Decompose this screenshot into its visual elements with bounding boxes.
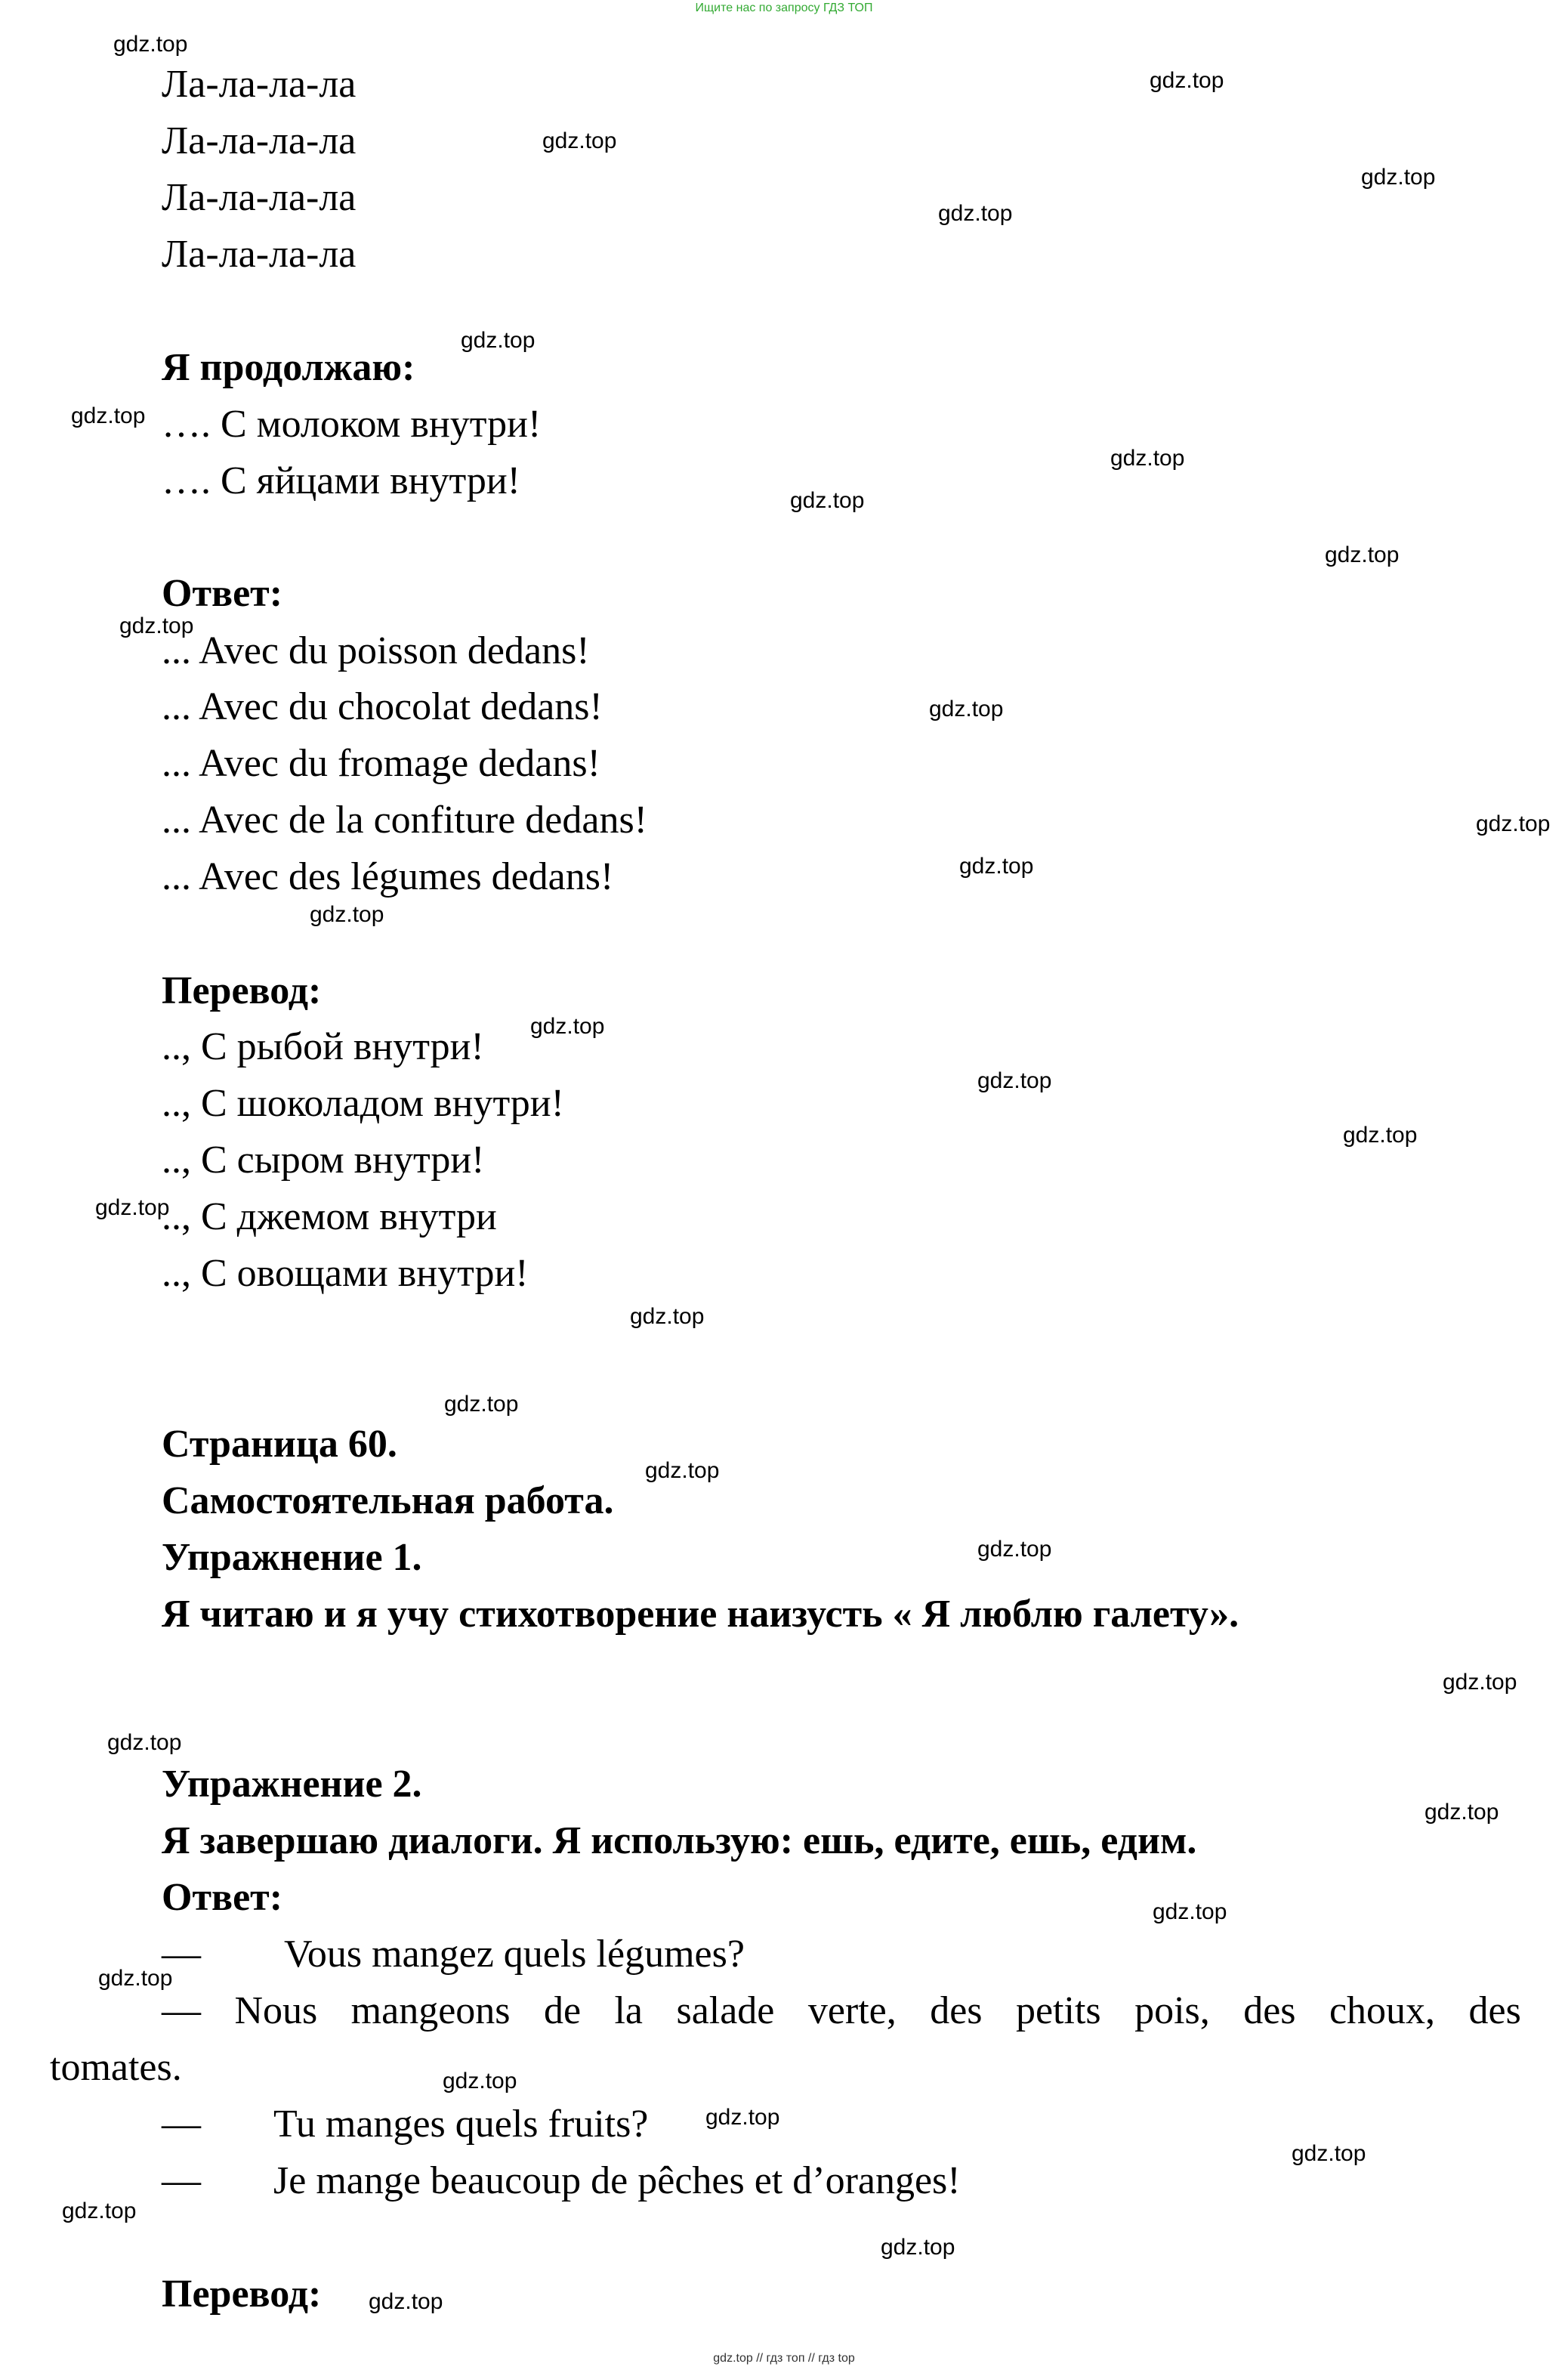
exercise1-task: Я читаю и я учу стихотворение наизусть « Я люблю галету». [162,1593,1239,1636]
watermark: gdz.top [1153,1899,1227,1924]
watermark: gdz.top [1325,542,1400,567]
watermark: gdz.top [977,1068,1052,1093]
translation1-line-5: .., С овощами внутри! [162,1252,529,1295]
exercise2-title: Упражнение 2. [162,1763,422,1806]
watermark: gdz.top [929,697,1004,722]
dash: — [162,2159,201,2202]
exercise1-title: Упражнение 1. [162,1536,422,1579]
dialog-text-3: Tu manges quels fruits? [273,2103,649,2146]
translation1-line-1: .., С рыбой внутри! [162,1025,484,1068]
translation1-line-4: .., С джемом внутри [162,1195,497,1238]
dialog-text-1: Vous mangez quels légumes? [284,1933,745,1976]
watermark: gdz.top [542,128,617,153]
dialog-line-2-cont: tomates. [50,2046,182,2089]
watermark: gdz.top [790,488,865,513]
continue-line-2: …. С яйцами внутри! [162,459,520,502]
watermark: gdz.top [62,2199,137,2223]
watermark: gdz.top [1443,1670,1517,1695]
answer1-line-2: ... Avec du chocolat dedans! [162,685,603,728]
answer1-line-5: ... Avec des légumes dedans! [162,855,614,898]
answer1-line-3: ... Avec du fromage dedans! [162,742,600,785]
watermark: gdz.top [107,1730,182,1755]
watermark: gdz.top [959,854,1034,879]
continue-line-1: …. С молоком внутри! [162,403,542,446]
word: des [1243,1989,1296,2032]
dash: — [162,2103,201,2146]
translation1-line-2: .., С шоколадом внутри! [162,1082,564,1125]
lala-line-3: Ла-ла-ла-ла [162,176,357,219]
watermark: gdz.top [310,902,384,927]
word: pois, [1134,1989,1210,2032]
watermark: gdz.top [881,2235,955,2260]
exercise2-task: Я завершаю диалоги. Я использую: ешь, едите, ешь, едим. [162,1819,1197,1862]
page60-title: Страница 60. [162,1423,397,1466]
watermark: gdz.top [645,1458,720,1483]
watermark: gdz.top [369,2289,443,2314]
watermark: gdz.top [630,1304,705,1329]
watermark: gdz.top [113,32,188,57]
word: petits [1015,1989,1101,2032]
word: salade [676,1989,775,2032]
dialog-line-2 [162,1988,1521,2034]
watermark: gdz.top [461,328,536,353]
watermark: gdz.top [95,1195,170,1220]
watermark: gdz.top [977,1537,1052,1562]
watermark: gdz.top [444,1392,519,1417]
word: Nous [234,1989,318,2032]
watermark: gdz.top [1361,165,1436,190]
lala-line-1: Ла-ла-ла-ла [162,63,357,106]
continue-heading: Я продолжаю: [162,346,415,389]
translation2-heading: Перевод: [162,2273,322,2316]
dash: — [162,1933,201,1976]
watermark: gdz.top [1150,68,1224,93]
dialog-text-4: Je mange beaucoup de pêches et d’oranges! [273,2159,961,2202]
watermark: gdz.top [71,403,146,428]
dash: — [162,1989,201,2032]
watermark: gdz.top [443,2069,517,2093]
dialog-line-1 [162,1932,745,1977]
watermark: gdz.top [98,1966,173,1991]
word: mangeons [350,1989,511,2032]
word: la [614,1989,644,2032]
word: de [543,1989,582,2032]
answer2-heading: Ответ: [162,1876,283,1919]
word: des [930,1989,983,2032]
word: choux, [1329,1989,1436,2032]
watermark: gdz.top [1424,1800,1499,1825]
watermark: gdz.top [1476,811,1551,836]
word: verte, [807,1989,897,2032]
watermark: gdz.top [1292,2141,1366,2166]
watermark: gdz.top [1110,446,1185,471]
answer1-line-4: ... Avec de la confiture dedans! [162,799,647,842]
footer-links[interactable]: gdz.top // гдз топ // гдз top [713,2352,855,2365]
answer1-heading: Ответ: [162,572,283,615]
watermark: gdz.top [119,613,194,638]
translation1-line-3: .., С сыром внутри! [162,1139,485,1182]
word: des [1468,1989,1521,2032]
top-banner[interactable]: Ищите нас по запросу ГДЗ ТОП [695,2,873,14]
lala-line-2: Ла-ла-ла-ла [162,119,357,162]
lala-line-4: Ла-ла-ла-ла [162,233,357,276]
page60-subtitle: Самостоятельная работа. [162,1479,614,1522]
translation1-heading: Перевод: [162,969,322,1012]
dialog-line-4 [162,2158,961,2204]
watermark: gdz.top [530,1014,605,1039]
watermark: gdz.top [705,2105,780,2130]
watermark: gdz.top [1343,1123,1418,1148]
answer1-line-1: ... Avec du poisson dedans! [162,629,590,672]
dialog-line-3 [162,2102,648,2147]
watermark: gdz.top [938,201,1013,226]
